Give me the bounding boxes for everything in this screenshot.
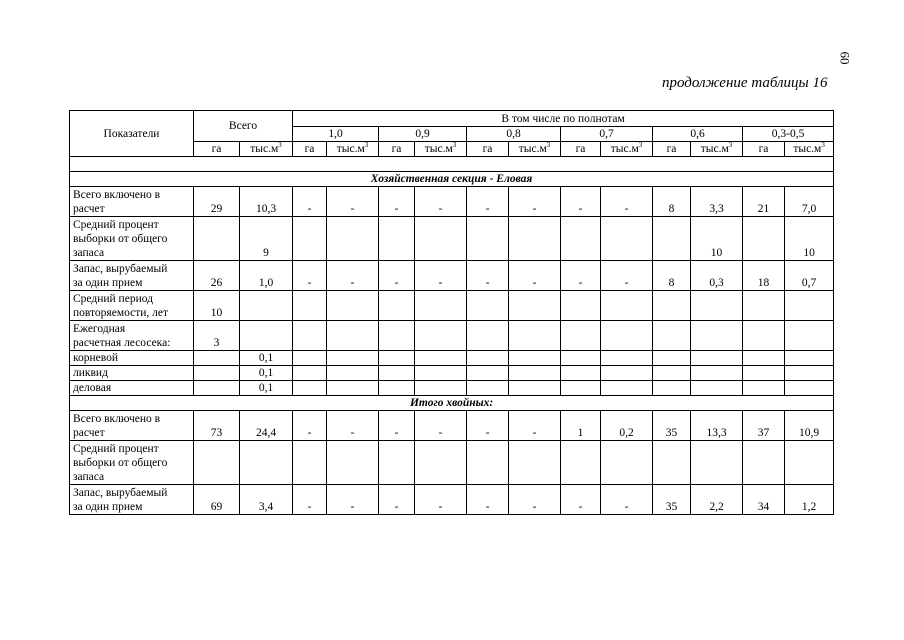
table-cell: 10 (785, 217, 834, 261)
table-cell (327, 351, 379, 366)
table-cell (194, 351, 240, 366)
table-cell (561, 381, 601, 396)
table-cell (743, 351, 785, 366)
table-row (70, 321, 834, 351)
table-cell: 24,4 (240, 411, 293, 441)
table-row (70, 351, 834, 366)
table-cell: - (467, 187, 509, 217)
unit-ha: га (653, 142, 691, 157)
table-cell (293, 441, 327, 485)
table-cell (293, 291, 327, 321)
table-cell (293, 366, 327, 381)
density-header: 0,6 (653, 127, 743, 142)
table-row (70, 441, 834, 485)
table-cell: 1,0 (240, 261, 293, 291)
row-label: деловая (70, 381, 194, 396)
row-label: Ежегодная расчетная лесосека: (70, 321, 194, 351)
table-cell: - (327, 411, 379, 441)
table-cell (743, 321, 785, 351)
table-cell: - (327, 485, 379, 515)
unit-thousand-m3: $тыс.м^3$ (509, 142, 561, 157)
row-label: Средний процент выборки от общего запаса (70, 441, 194, 485)
table-cell (509, 366, 561, 381)
table-cell (467, 441, 509, 485)
table-cell: - (293, 187, 327, 217)
table-cell (601, 217, 653, 261)
table-cell: 69 (194, 485, 240, 515)
table-cell: 1 (561, 411, 601, 441)
table-cell (240, 441, 293, 485)
table-cell (327, 291, 379, 321)
table-cell (785, 291, 834, 321)
table-row (70, 261, 834, 291)
unit-ha: га (743, 142, 785, 157)
table-cell (743, 291, 785, 321)
section-title: Хозяйственная секция - Еловая (70, 172, 834, 187)
table-cell (653, 351, 691, 366)
page-number: 60 (837, 51, 853, 65)
row-label: корневой (70, 351, 194, 366)
row-label: Запас, вырубаемый за один прием (70, 485, 194, 515)
table-cell (415, 366, 467, 381)
table-row (70, 291, 834, 321)
table-cell (601, 441, 653, 485)
unit-ha: га (379, 142, 415, 157)
unit-thousand-m3: $тыс.м^3$ (415, 142, 467, 157)
density-header: 0,8 (467, 127, 561, 142)
section-title: Итого хвойных: (70, 396, 834, 411)
table-cell (691, 351, 743, 366)
table-cell: - (379, 261, 415, 291)
table-cell (785, 381, 834, 396)
table-cell (653, 291, 691, 321)
table-cell (194, 217, 240, 261)
table-cell (240, 321, 293, 351)
table-cell (785, 441, 834, 485)
table-cell: 13,3 (691, 411, 743, 441)
unit-ha: га (561, 142, 601, 157)
table-cell: - (415, 261, 467, 291)
table-cell (601, 366, 653, 381)
table-cell (601, 321, 653, 351)
table-cell: - (293, 261, 327, 291)
table-cell (785, 351, 834, 366)
table-cell: 34 (743, 485, 785, 515)
table-cell: 35 (653, 411, 691, 441)
density-header: 0,7 (561, 127, 653, 142)
table-cell (379, 366, 415, 381)
header-total: Всего (194, 111, 293, 142)
table-cell (743, 381, 785, 396)
table-row (70, 381, 834, 396)
table-cell (691, 366, 743, 381)
table-cell: 2,2 (691, 485, 743, 515)
table-cell: 9 (240, 217, 293, 261)
table-cell: - (415, 187, 467, 217)
table-cell: 37 (743, 411, 785, 441)
table-cell (509, 291, 561, 321)
table-cell (743, 441, 785, 485)
table-cell (785, 321, 834, 351)
unit-ha: га (293, 142, 327, 157)
table-cell (509, 441, 561, 485)
table-cell: 3,3 (691, 187, 743, 217)
table-cell (601, 351, 653, 366)
table-cell (194, 381, 240, 396)
table-cell: 10,9 (785, 411, 834, 441)
table-cell (653, 441, 691, 485)
table-cell: - (509, 411, 561, 441)
table-cell: - (327, 187, 379, 217)
table-cell: - (509, 485, 561, 515)
table-cell: 8 (653, 261, 691, 291)
unit-thousand-m3: $тыс.м^3$ (240, 142, 293, 157)
table-cell (293, 321, 327, 351)
header-including: В том числе по полнотам (293, 111, 834, 127)
table-cell: - (601, 261, 653, 291)
table-cell: - (327, 261, 379, 291)
table-cell (379, 351, 415, 366)
table-cell (379, 321, 415, 351)
table-row (70, 217, 834, 261)
table-cell (467, 321, 509, 351)
table-cell (653, 366, 691, 381)
row-label: ликвид (70, 366, 194, 381)
table-row (70, 187, 834, 217)
table-cell: 0,1 (240, 366, 293, 381)
table-cell: - (379, 411, 415, 441)
table-cell: 29 (194, 187, 240, 217)
table-cell (743, 217, 785, 261)
table-cell (415, 291, 467, 321)
table-cell (509, 217, 561, 261)
table-cell (653, 321, 691, 351)
unit-thousand-m3: $тыс.м^3$ (327, 142, 379, 157)
table-row (70, 366, 834, 381)
table-cell (601, 381, 653, 396)
row-label: Средний процент выборки от общего запаса (70, 217, 194, 261)
table-cell: 7,0 (785, 187, 834, 217)
table-cell: 0,2 (601, 411, 653, 441)
table-cell (327, 441, 379, 485)
table-cell: 3 (194, 321, 240, 351)
row-label: Запас, вырубаемый за один прием (70, 261, 194, 291)
table-cell (691, 321, 743, 351)
table-cell (653, 381, 691, 396)
table-cell (561, 217, 601, 261)
table-cell: - (509, 261, 561, 291)
table-cell (691, 291, 743, 321)
table-cell (379, 217, 415, 261)
table-cell: 1,2 (785, 485, 834, 515)
table-cell: - (415, 485, 467, 515)
table-cell: - (561, 261, 601, 291)
table-cell (467, 291, 509, 321)
table-cell: 73 (194, 411, 240, 441)
table-cell (561, 351, 601, 366)
table-cell (240, 291, 293, 321)
table-cell: 10,3 (240, 187, 293, 217)
table-cell (415, 351, 467, 366)
unit-ha: га (467, 142, 509, 157)
table-cell: - (601, 187, 653, 217)
table-cell (653, 217, 691, 261)
density-header: 0,3-0,5 (743, 127, 834, 142)
table-cell: 26 (194, 261, 240, 291)
table-cell (415, 321, 467, 351)
table-caption: продолжение таблицы 16 (662, 75, 828, 91)
unit-thousand-m3: $тыс.м^3$ (601, 142, 653, 157)
table-cell (293, 381, 327, 396)
table-cell: - (561, 187, 601, 217)
table-cell (561, 366, 601, 381)
table-cell: 10 (691, 217, 743, 261)
table-cell: 21 (743, 187, 785, 217)
table-cell: 3,4 (240, 485, 293, 515)
table-cell (379, 291, 415, 321)
section-title-row (70, 396, 834, 411)
table-cell (467, 381, 509, 396)
spacer-row (70, 157, 834, 172)
table-cell: 0,1 (240, 351, 293, 366)
table-cell (194, 441, 240, 485)
row-label: Всего включено в расчет (70, 187, 194, 217)
header-indicators: Показатели (70, 111, 194, 157)
section-title-row (70, 172, 834, 187)
table-cell (561, 291, 601, 321)
table-cell: 35 (653, 485, 691, 515)
header-row-1 (70, 111, 834, 127)
table-cell (327, 381, 379, 396)
table-cell (467, 217, 509, 261)
unit-ha: га (194, 142, 240, 157)
table-cell: - (601, 485, 653, 515)
table-cell (467, 366, 509, 381)
table-cell (415, 441, 467, 485)
table-cell: - (415, 411, 467, 441)
table-row (70, 485, 834, 515)
table-cell (379, 381, 415, 396)
table-cell (293, 351, 327, 366)
table-cell (293, 217, 327, 261)
table-cell: - (561, 485, 601, 515)
table-cell: 10 (194, 291, 240, 321)
table-cell (467, 351, 509, 366)
table-cell (415, 217, 467, 261)
table-cell: 18 (743, 261, 785, 291)
table-cell (785, 366, 834, 381)
table-cell: 0,1 (240, 381, 293, 396)
table-cell (691, 441, 743, 485)
table-cell (743, 366, 785, 381)
table-cell (601, 291, 653, 321)
table-cell: 0,7 (785, 261, 834, 291)
table-cell (194, 366, 240, 381)
unit-thousand-m3: $тыс.м^3$ (691, 142, 743, 157)
table-cell (327, 217, 379, 261)
table-cell (509, 351, 561, 366)
table-cell: - (509, 187, 561, 217)
table-cell (561, 441, 601, 485)
table-cell (415, 381, 467, 396)
data-table (69, 110, 834, 515)
table-cell (509, 321, 561, 351)
row-label: Всего включено в расчет (70, 411, 194, 441)
table-cell: - (379, 485, 415, 515)
table-cell: - (467, 261, 509, 291)
table-cell (327, 321, 379, 351)
table-cell: 8 (653, 187, 691, 217)
unit-thousand-m3: $тыс.м^3$ (785, 142, 834, 157)
table-cell: - (293, 411, 327, 441)
density-header: 0,9 (379, 127, 467, 142)
table-cell (327, 366, 379, 381)
table-cell (691, 381, 743, 396)
table-cell: - (467, 485, 509, 515)
table-cell (509, 381, 561, 396)
table-cell (379, 441, 415, 485)
table-cell: - (379, 187, 415, 217)
table-cell: - (467, 411, 509, 441)
table-cell: 0,3 (691, 261, 743, 291)
row-label: Средний период повторяемости, лет (70, 291, 194, 321)
table-row (70, 411, 834, 441)
table-cell: - (293, 485, 327, 515)
density-header: 1,0 (293, 127, 379, 142)
table-cell (561, 321, 601, 351)
